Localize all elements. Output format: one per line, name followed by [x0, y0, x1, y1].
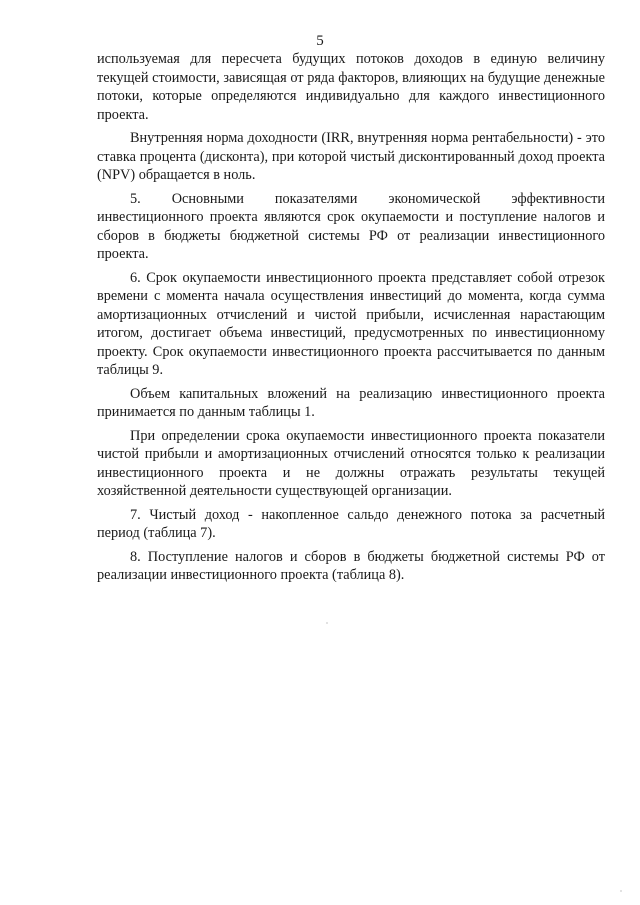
scan-speck	[326, 622, 328, 624]
paragraph-item-8: 8. Поступление налогов и сборов в бюджеты бюджетной системы РФ от реализации инвестиционного проекта (таблица 8).	[97, 548, 605, 583]
paragraph-item-6: 6. Срок окупаемости инвестиционного проекта представляет собой отрезок времени с момента начала осуществления инвестиций до момента, когда сумма амортизационных отчислений и чистой прибыли, исчисленная нарастающим итогом, достигает объема инвестиций, предусмотренных по инвестиционному проекту. Срок окупаемости инвестиционного проекта рассчитывается по данным таблицы 9.	[97, 269, 605, 378]
paragraph-payback-determination: При определении срока окупаемости инвестиционного проекта показатели чистой прибыли и амортизационных отчислений относятся только к реализации инвестиционного проекта и не должны отражать результаты текущей хозяйственной деятельности существующей организации.	[97, 427, 605, 499]
paragraph-item-5: 5. Основными показателями экономической эффективности инвестиционного проекта являются срок окупаемости и поступление налогов и сборов в бюджеты бюджетной системы РФ от реализации инвестиционного проекта.	[97, 190, 605, 262]
paragraph-item-7: 7. Чистый доход - накопленное сальдо денежного потока за расчетный период (таблица 7).	[97, 506, 605, 541]
paragraph-continuation: используемая для пересчета будущих потоков доходов в единую величину текущей стоимости, зависящая от ряда факторов, влияющих на будущие денежные потоки, которые определяются индивидуально для каждого инвестиционного проекта.	[97, 51, 605, 123]
paragraph-irr: Внутренняя норма доходности (IRR, внутренняя норма рентабельности) - это ставка процента (дисконта), при которой чистый дисконтированный доход проекта (NPV) обращается в ноль.	[97, 130, 605, 183]
document-body	[97, 50, 605, 590]
scan-speck	[620, 890, 622, 892]
paragraph-capital-investment: Объем капитальных вложений на реализацию инвестиционного проекта принимается по данным таблицы 1.	[97, 385, 605, 420]
page-number: 5	[316, 33, 324, 49]
